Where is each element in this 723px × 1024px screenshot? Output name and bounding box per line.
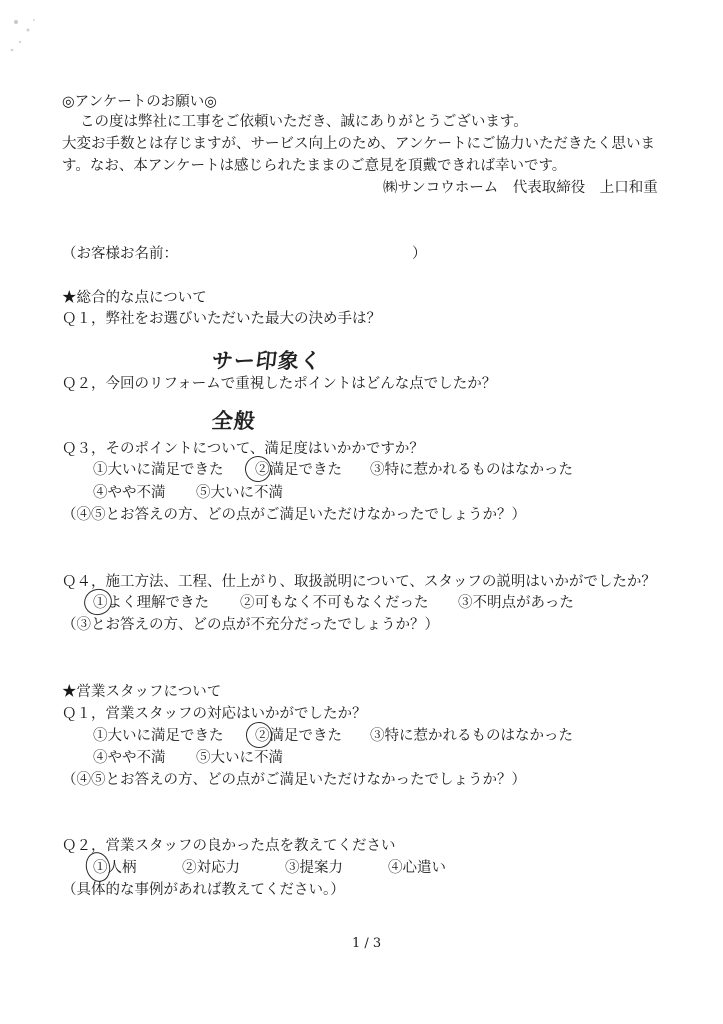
- s2-q1-option-3: ③特に惹かれるものはなかった: [370, 728, 573, 744]
- s2-q1-option-4: ④やや不満: [93, 750, 166, 766]
- s1-question-2: Ｑ２，今回のリフォームで重視したポイントはどんな点でしたか？: [62, 376, 497, 392]
- customer-name-close: ）: [412, 246, 427, 262]
- s2-question-1: Ｑ１，営業スタッフの対応はいかがでしたか？: [62, 706, 367, 722]
- section-overall-title: ★総合的な点について: [62, 290, 207, 306]
- s1-q3-option-5: ⑤大いに不満: [196, 485, 283, 501]
- intro-line-2: 大変お手数とは存じますが、サービス向上のため、アンケートにご協力いただきたく思いま: [62, 136, 656, 152]
- s1-q4-option-1: ①よく理解できた: [93, 595, 209, 611]
- section-sales-title: ★営業スタッフについて: [62, 684, 222, 700]
- s2-question-2: Ｑ２，営業スタッフの良かった点を教えてください: [62, 838, 396, 854]
- s1-q4-followup: （③とお答えの方、どの点が不充分だったでしょうか？）: [62, 617, 439, 633]
- s1-question-4: Ｑ４，施工方法、工程、仕上がり、取扱説明について、スタッフの説明はいかがでしたか？: [62, 574, 656, 590]
- s1-q3-followup: （④⑤とお答えの方、どの点がご満足いただけなかったでしょうか？）: [62, 507, 526, 523]
- s1-q3-option-2: ②満足できた: [255, 462, 342, 478]
- survey-title: ◎アンケートのお願い◎: [62, 94, 217, 110]
- s1-q2-handwritten-answer: 全般: [210, 409, 258, 433]
- s1-q3-option-4: ④やや不満: [93, 485, 166, 501]
- s1-q3-option-3: ③特に惹かれるものはなかった: [370, 462, 573, 478]
- company-signature: ㈱サンコウホーム 代表取締役 上口和重: [383, 180, 658, 196]
- s2-q2-option-2: ②対応力: [182, 860, 240, 876]
- s2-q1-option-2: ②満足できた: [255, 728, 342, 744]
- s1-question-3: Ｑ３，そのポイントについて、満足度はいかかですか？: [62, 441, 424, 457]
- s2-q1-option-1: ①大いに満足できた: [93, 728, 224, 744]
- s1-q4-option-2: ②可もなく不可もなくだった: [240, 595, 429, 611]
- s2-q1-selected-circle: [244, 720, 274, 750]
- s1-q4-option-3: ③不明点があった: [458, 595, 574, 611]
- s2-q1-followup: （④⑤とお答えの方、どの点がご満足いただけなかったでしょうか？）: [62, 772, 526, 788]
- page-number: 1 / 3: [352, 936, 382, 951]
- s2-q2-option-4: ④心遣い: [388, 860, 446, 876]
- scan-smudge: [6, 12, 46, 60]
- customer-name-label: （お客様お名前：: [62, 246, 178, 262]
- s1-question-1: Ｑ１，弊社をお選びいただいた最大の決め手は？: [62, 311, 381, 327]
- intro-line-3: す。なお、本アンケートは感じられたままのご意見を頂戴できれば幸いです。: [62, 158, 567, 174]
- s2-q2-followup: （具体的な事例があれば教えてください。）: [62, 882, 345, 898]
- s2-q2-option-3: ③提案力: [285, 860, 343, 876]
- s2-q1-option-5: ⑤大いに不満: [196, 750, 283, 766]
- s1-q3-option-1: ①大いに満足できた: [93, 462, 224, 478]
- s1-q1-handwritten-answer: サー印象く: [210, 349, 324, 373]
- intro-line-1: この度は弊社に工事をご依頼いただき、誠にありがとうございます。: [80, 114, 528, 130]
- s2-q2-option-1: ①人柄: [93, 860, 137, 876]
